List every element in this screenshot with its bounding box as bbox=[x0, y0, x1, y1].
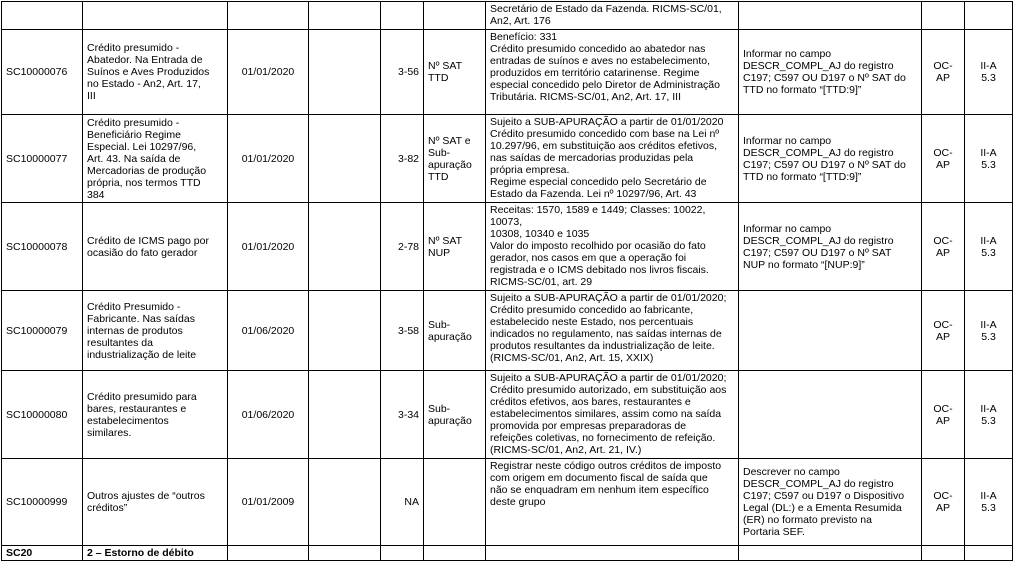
table-row bbox=[2, 203, 1013, 291]
cell-ref: NA bbox=[381, 459, 424, 546]
cell-sat bbox=[424, 459, 486, 546]
cell-code: SC10000076 bbox=[2, 30, 83, 115]
section-empty-cell bbox=[228, 546, 309, 561]
cell-annex: II-A 5.3 bbox=[965, 459, 1013, 546]
table-row-continued bbox=[2, 2, 1013, 30]
section-code: SC20 bbox=[2, 546, 83, 561]
section-empty-cell bbox=[309, 546, 381, 561]
cell-name: Crédito presumido - Beneficiário Regime Especial. Lei 10297/96, Art. 43. Na saída de Mercadorias de produção própria, nos termos TTD 384 bbox=[83, 115, 228, 203]
cell-blank bbox=[309, 115, 381, 203]
cell-info bbox=[739, 2, 922, 30]
adjustment-codes-table bbox=[1, 1, 1013, 561]
cell-description: Receitas: 1570, 1589 e 1449; Classes: 10022, 10073, 10308, 10340 e 1035 Valor do imposto recolhido por ocasião do fato gerador, nos casos em que a operação foi registrada e o ICMS debitado nos livros fiscais. RICMS-SC/01, art. 29 bbox=[486, 203, 739, 291]
cell-description: Registrar neste código outros créditos de imposto com origem em documento fiscal de saída que não se enquadram em nenhum item específico deste grupo bbox=[486, 459, 739, 546]
cell-info: Informar no campo DESCR_COMPL_AJ do registro C197; C597 OU D197 o Nº SAT do TTD no formato “[TTD:9]” bbox=[739, 30, 922, 115]
section-empty-cell bbox=[424, 546, 486, 561]
cell-date: 01/06/2020 bbox=[228, 291, 309, 371]
section-empty-cell bbox=[739, 546, 922, 561]
cell-description: Sujeito a SUB-APURAÇÃO a partir de 01/01/2020 Crédito presumido concedido com base na Lei nº 10.297/96, em substituição aos créditos efetivos, nas saídas de mercadorias produzidas pela própria empresa. Regime especial concedido pelo Secretário de Estado da Fazenda. Lei nº 10297/96, Art. 43 bbox=[486, 115, 739, 203]
cell-name: Crédito Presumido - Fabricante. Nas saídas internas de produtos resultantes da industrialização de leite bbox=[83, 291, 228, 371]
cell-ocap: OC- AP bbox=[922, 115, 965, 203]
cell-sat: Nº SAT e Sub- apuração TTD bbox=[424, 115, 486, 203]
section-title: 2 – Estorno de débito bbox=[83, 546, 228, 561]
cell-ocap: OC- AP bbox=[922, 371, 965, 459]
table-row bbox=[2, 459, 1013, 546]
table-row bbox=[2, 291, 1013, 371]
cell-info: Informar no campo DESCR_COMPL_AJ do registro C197; C597 OU D197 o Nº SAT do TTD no formato “[TTD:9]” bbox=[739, 115, 922, 203]
cell-date: 01/06/2020 bbox=[228, 371, 309, 459]
table-row bbox=[2, 30, 1013, 115]
cell-sat bbox=[424, 2, 486, 30]
table-row bbox=[2, 371, 1013, 459]
cell-info bbox=[739, 291, 922, 371]
section-empty-cell bbox=[922, 546, 965, 561]
cell-info bbox=[739, 371, 922, 459]
cell-code: SC10000999 bbox=[2, 459, 83, 546]
cell-date: 01/01/2020 bbox=[228, 203, 309, 291]
cell-date: 01/01/2020 bbox=[228, 30, 309, 115]
cell-description: Secretário de Estado da Fazenda. RICMS-SC/01, An2, Art. 176 bbox=[486, 2, 739, 30]
cell-description: Sujeito a SUB-APURAÇÃO a partir de 01/01/2020; Crédito presumido concedido ao fabricante, estabelecido neste Estado, nos percentuais indicados no regulamento, nas saídas internas de produtos resultantes da industrialização de leite. (RICMS-SC/01, An2, Art. 15, XXIX) bbox=[486, 291, 739, 371]
cell-sat: Nº SAT NUP bbox=[424, 203, 486, 291]
cell-blank bbox=[309, 30, 381, 115]
cell-code: SC10000077 bbox=[2, 115, 83, 203]
cell-code: SC10000078 bbox=[2, 203, 83, 291]
cell-code: SC10000079 bbox=[2, 291, 83, 371]
cell-name: Crédito de ICMS pago por ocasião do fato gerador bbox=[83, 203, 228, 291]
cell-ocap: OC- AP bbox=[922, 459, 965, 546]
section-empty-cell bbox=[965, 546, 1013, 561]
cell-code: SC10000080 bbox=[2, 371, 83, 459]
section-header-row bbox=[2, 546, 1013, 561]
cell-ref: 3-58 bbox=[381, 291, 424, 371]
cell-ref bbox=[381, 2, 424, 30]
cell-ocap: OC- AP bbox=[922, 203, 965, 291]
cell-annex: II-A 5.3 bbox=[965, 371, 1013, 459]
cell-ocap bbox=[922, 2, 965, 30]
cell-annex: II-A 5.3 bbox=[965, 115, 1013, 203]
cell-name: Crédito presumido para bares, restaurantes e estabelecimentos similares. bbox=[83, 371, 228, 459]
cell-blank bbox=[309, 371, 381, 459]
cell-code bbox=[2, 2, 83, 30]
cell-blank bbox=[309, 291, 381, 371]
cell-blank bbox=[309, 2, 381, 30]
cell-description: Benefício: 331 Crédito presumido concedido ao abatedor nas entradas de suínos e aves no estabelecimento, produzidos em território catarinense. Regime especial concedido pelo Diretor de Administração Tributária. RICMS-SC/01, An2, Art. 17, III bbox=[486, 30, 739, 115]
cell-ocap: OC- AP bbox=[922, 291, 965, 371]
cell-description: Sujeito a SUB-APURAÇÃO a partir de 01/01/2020; Crédito presumido autorizado, em substituição aos créditos efetivos, aos bares, restaurantes e estabelecimentos similares, assim como na saída promovida por empresas preparadoras de refeições coletivas, no fornecimento de refeição. (RICMS-SC/01, An2, Art. 21, IV.) bbox=[486, 371, 739, 459]
cell-ocap: OC- AP bbox=[922, 30, 965, 115]
section-empty-cell bbox=[381, 546, 424, 561]
cell-annex: II-A 5.3 bbox=[965, 30, 1013, 115]
cell-name: Crédito presumido - Abatedor. Na Entrada de Suínos e Aves Produzidos no Estado - An2, Art. 17, III bbox=[83, 30, 228, 115]
cell-ref: 3-82 bbox=[381, 115, 424, 203]
cell-ref: 2-78 bbox=[381, 203, 424, 291]
cell-name: Outros ajustes de “outros créditos” bbox=[83, 459, 228, 546]
cell-blank bbox=[309, 203, 381, 291]
section-empty-cell bbox=[486, 546, 739, 561]
cell-sat: Sub- apuração bbox=[424, 291, 486, 371]
cell-date bbox=[228, 2, 309, 30]
cell-sat: Sub- apuração bbox=[424, 371, 486, 459]
cell-sat: Nº SAT TTD bbox=[424, 30, 486, 115]
cell-date: 01/01/2009 bbox=[228, 459, 309, 546]
cell-name bbox=[83, 2, 228, 30]
cell-annex: II-A 5.3 bbox=[965, 291, 1013, 371]
cell-date: 01/01/2020 bbox=[228, 115, 309, 203]
table-row bbox=[2, 115, 1013, 203]
cell-ref: 3-56 bbox=[381, 30, 424, 115]
cell-blank bbox=[309, 459, 381, 546]
cell-info: Descrever no campo DESCR_COMPL_AJ do registro C197; C597 ou D197 o Dispositivo Legal (DL:) e a Ementa Resumida (ER) no formato previsto na Portaria SEF. bbox=[739, 459, 922, 546]
cell-ref: 3-34 bbox=[381, 371, 424, 459]
cell-annex bbox=[965, 2, 1013, 30]
cell-info: Informar no campo DESCR_COMPL_AJ do registro C197; C597 OU D197 o Nº SAT NUP no formato “[NUP:9]” bbox=[739, 203, 922, 291]
cell-annex: II-A 5.3 bbox=[965, 203, 1013, 291]
